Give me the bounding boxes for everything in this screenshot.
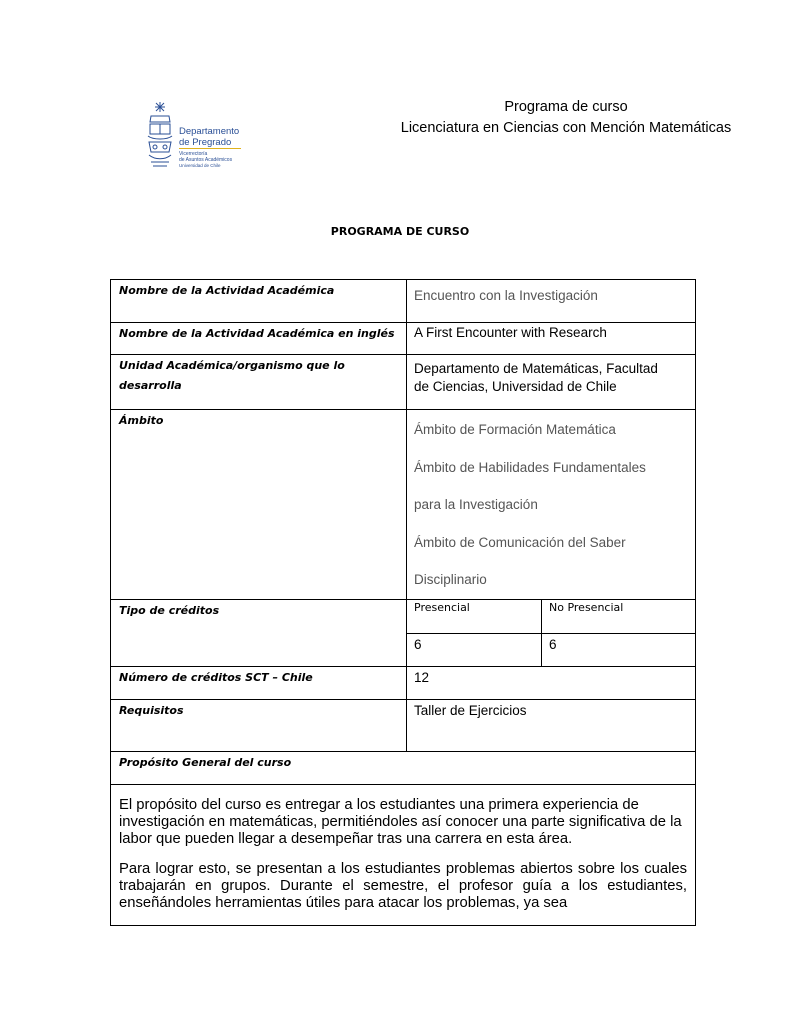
row-ambito <box>111 410 696 600</box>
row-tipo-creditos <box>111 600 696 634</box>
label-presencial: Presencial <box>407 600 542 634</box>
row-nombre <box>111 280 696 323</box>
label-nombre: Nombre de la Actividad Académica <box>111 280 407 323</box>
logo-universidad-line: Universidad de Chile <box>179 163 221 168</box>
row-proposito-text <box>111 785 696 926</box>
proposito-paragraph-2: Para lograr esto, se presentan a los estudiantes problemas abiertos sobre los cuales trabajarán en grupos. Durante el semestre, el profesor guía a los estudiantes, enseñándoles herramientas útiles para atacar los problemas, ya sea <box>119 861 687 911</box>
label-sct: Número de créditos SCT – Chile <box>111 667 407 700</box>
document-title: PROGRAMA DE CURSO <box>330 225 470 238</box>
value-unidad-line2: de Ciencias, Universidad de Chile <box>414 379 617 394</box>
ambito-item: Ámbito de Formación Matemática <box>414 422 616 437</box>
row-nombre-ingles <box>111 323 696 355</box>
ambito-item: Disciplinario <box>414 572 487 587</box>
value-unidad-line1: Departamento de Matemáticas, Facultad <box>414 361 658 376</box>
logo-pregrado-line: de Pregrado <box>179 137 232 148</box>
university-logo <box>143 100 253 175</box>
proposito-text <box>111 785 696 926</box>
ambito-item: Ámbito de Habilidades Fundamentales <box>414 459 646 475</box>
label-no-presencial: No Presencial <box>542 600 696 634</box>
row-requisitos <box>111 700 696 752</box>
value-ambito <box>407 410 696 600</box>
label-unidad-line1: Unidad Académica/organismo que lo <box>119 359 345 372</box>
label-tipo-creditos: Tipo de créditos <box>111 600 407 667</box>
value-no-presencial: 6 <box>542 634 696 667</box>
ambito-item: Ámbito de Comunicación del Saber <box>414 534 626 550</box>
label-requisitos: Requisitos <box>111 700 407 752</box>
header-program-title: Programa de curso <box>504 99 628 115</box>
label-unidad <box>111 355 407 410</box>
university-emblem-icon <box>143 100 177 172</box>
ambito-item: para la Investigación <box>414 497 538 512</box>
value-sct: 12 <box>407 667 696 700</box>
label-unidad-line2: desarrolla <box>119 379 182 392</box>
value-unidad <box>407 355 696 410</box>
value-requisitos: Taller de Ejercicios <box>407 700 696 752</box>
row-proposito-label <box>111 752 696 785</box>
header-degree-title: Licenciatura en Ciencias con Mención Matemáticas <box>400 120 732 136</box>
logo-department-line: Departamento <box>179 126 240 137</box>
value-nombre-ingles: A First Encounter with Research <box>407 323 696 355</box>
logo-divider <box>179 148 241 149</box>
label-nombre-ingles: Nombre de la Actividad Académica en inglés <box>111 323 407 355</box>
course-info-table <box>110 279 696 926</box>
logo-asuntos-line: de Asuntos Académicos <box>179 157 233 163</box>
row-unidad <box>111 355 696 410</box>
value-presencial: 6 <box>407 634 542 667</box>
value-nombre: Encuentro con la Investigación <box>407 280 696 323</box>
label-proposito: Propósito General del curso <box>111 752 696 785</box>
row-sct <box>111 667 696 700</box>
label-ambito: Ámbito <box>111 410 407 600</box>
proposito-paragraph-1: El propósito del curso es entregar a los estudiantes una primera experiencia de investigación en matemáticas, permitiéndoles así conocer una parte significativa de la labor que pueden llegar a desempeñar tras una carrera en esta área. <box>119 797 682 847</box>
logo-vicerrectoria-line: Vicerrectoría <box>179 151 208 157</box>
